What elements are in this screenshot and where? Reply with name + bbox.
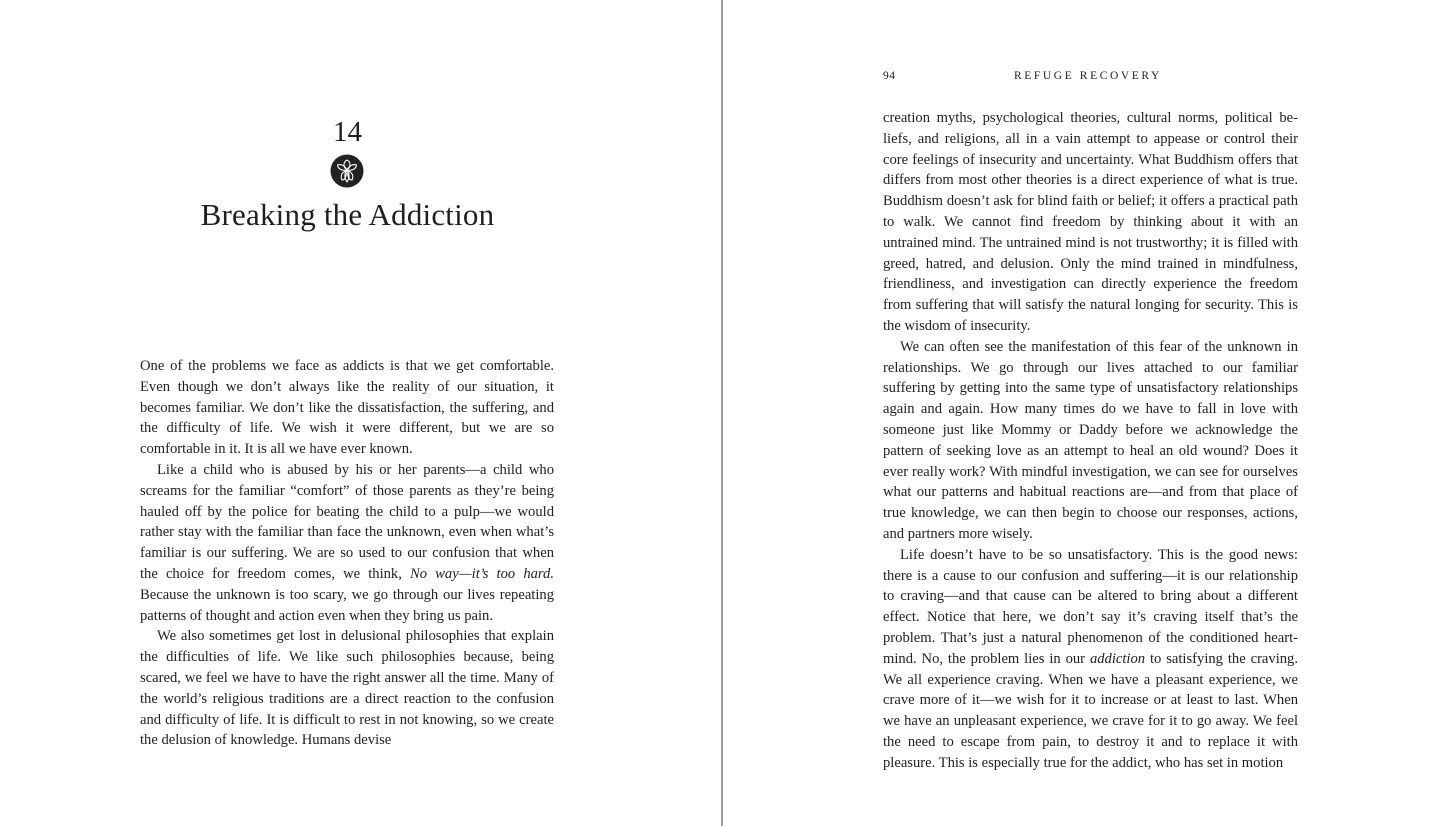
paragraph: One of the problems we face as addicts is that we get comfortable. Even though we don’t always like the reality of our situation, it becomes familiar. We don’t like the dissatisfaction, the suffering, and the difficulty of life. We wish it were different, but we are so comfortable in it. It is all we have ever known.	[140, 358, 554, 458]
left-page-body	[140, 356, 554, 751]
right-page	[723, 0, 1445, 826]
paragraph-text: Life doesn’t have to be so unsatisfactory. This is the good news: there is a cause to our confusion and suffering—it is our relationship to craving—and that cause can be altered to bring about a different effect. Notice that here, we don’t say it’s craving itself that’s the problem. That’s just a natural phenomenon of the conditioned heart-mind. No, the problem lies in our	[883, 546, 1298, 667]
triple-lotus-emblem-icon	[330, 154, 364, 188]
running-head-title: REFUGE RECOVERY	[1014, 70, 1162, 82]
italic-phrase: addiction	[1089, 650, 1146, 667]
paragraph: We also sometimes get lost in delusional philosophies that explain the difficulties of life. We like such philosophies because, being scared, we feel we have to have the right answer all the time. Many of the world’s religious traditions are a direct reaction to the confusion and difficulty of life. It is difficult to rest in not knowing, so we create the delusion of knowledge. Humans devise	[140, 628, 554, 749]
chapter-number: 14	[333, 116, 362, 148]
italic-phrase: No way—it’s too hard.	[410, 565, 554, 582]
page-number: 94	[883, 70, 896, 82]
paragraph: creation myths, psychological theories, cultural norms, political beliefs, and religions, all in a vain attempt to appease or control their core feelings of insecurity and uncertainty. What Buddhism offers that differs from most other theories is a direct experience of what is true. Buddhism doesn’t ask for blind faith or belief; it offers a practical path to walk. We cannot find freedom by thinking about it with an untrained mind. The untrained mind is not trustworthy; it is filled with greed, hatred, and delusion. Only the mind trained in mindfulness, friendliness, and investigation can directly experience the freedom from suffering that will satisfy the natural longing for security. This is the wisdom of insecurity.	[883, 110, 1298, 334]
left-page	[0, 0, 721, 826]
paragraph	[140, 460, 554, 626]
paragraph: We can often see the manifestation of this fear of the unknown in relationships. We go through our lives attached to our familiar suffering by getting into the same type of unsatisfactory relationships again and again. How many times do we have to fall in love with someone just like Mommy or Daddy before we acknowledge the pattern of seeking love as an attempt to heal an old wound? Does it ever really work? With mindful investigation, we can see for ourselves what our patterns and habitual reactions are—and from that place of true knowledge, we can then begin to choose our responses, actions, and partners more wisely.	[883, 338, 1298, 542]
chapter-title: Breaking the Addiction	[200, 197, 495, 232]
paragraph-text: to satisfying the craving. We all experience craving. When we have a pleasant experience, we crave more of it—we wish for it to increase or at least to last. When we have an unpleasant experience, we crave for it to go away. We feel the need to escape from pain, to destroy it and to replace it with pleasure. This is especially true for the addict, who has set in motion	[883, 650, 1298, 771]
paragraph	[883, 545, 1298, 774]
paragraph-text: Like a child who is abused by his or her parents—a child who screams for the familiar “comfort” of those parents as they’re being hauled off by the police for beating the child to a pulp—we would rather stay with the familiar than face the unknown, even when what’s familiar is our suffering. We are so used to our confusion that when the choice for freedom comes, we think,	[140, 461, 554, 582]
right-page-body	[883, 108, 1298, 774]
paragraph-text: Because the unknown is too scary, we go through our lives repeating patterns of thought and action even when they bring us pain.	[140, 586, 554, 624]
